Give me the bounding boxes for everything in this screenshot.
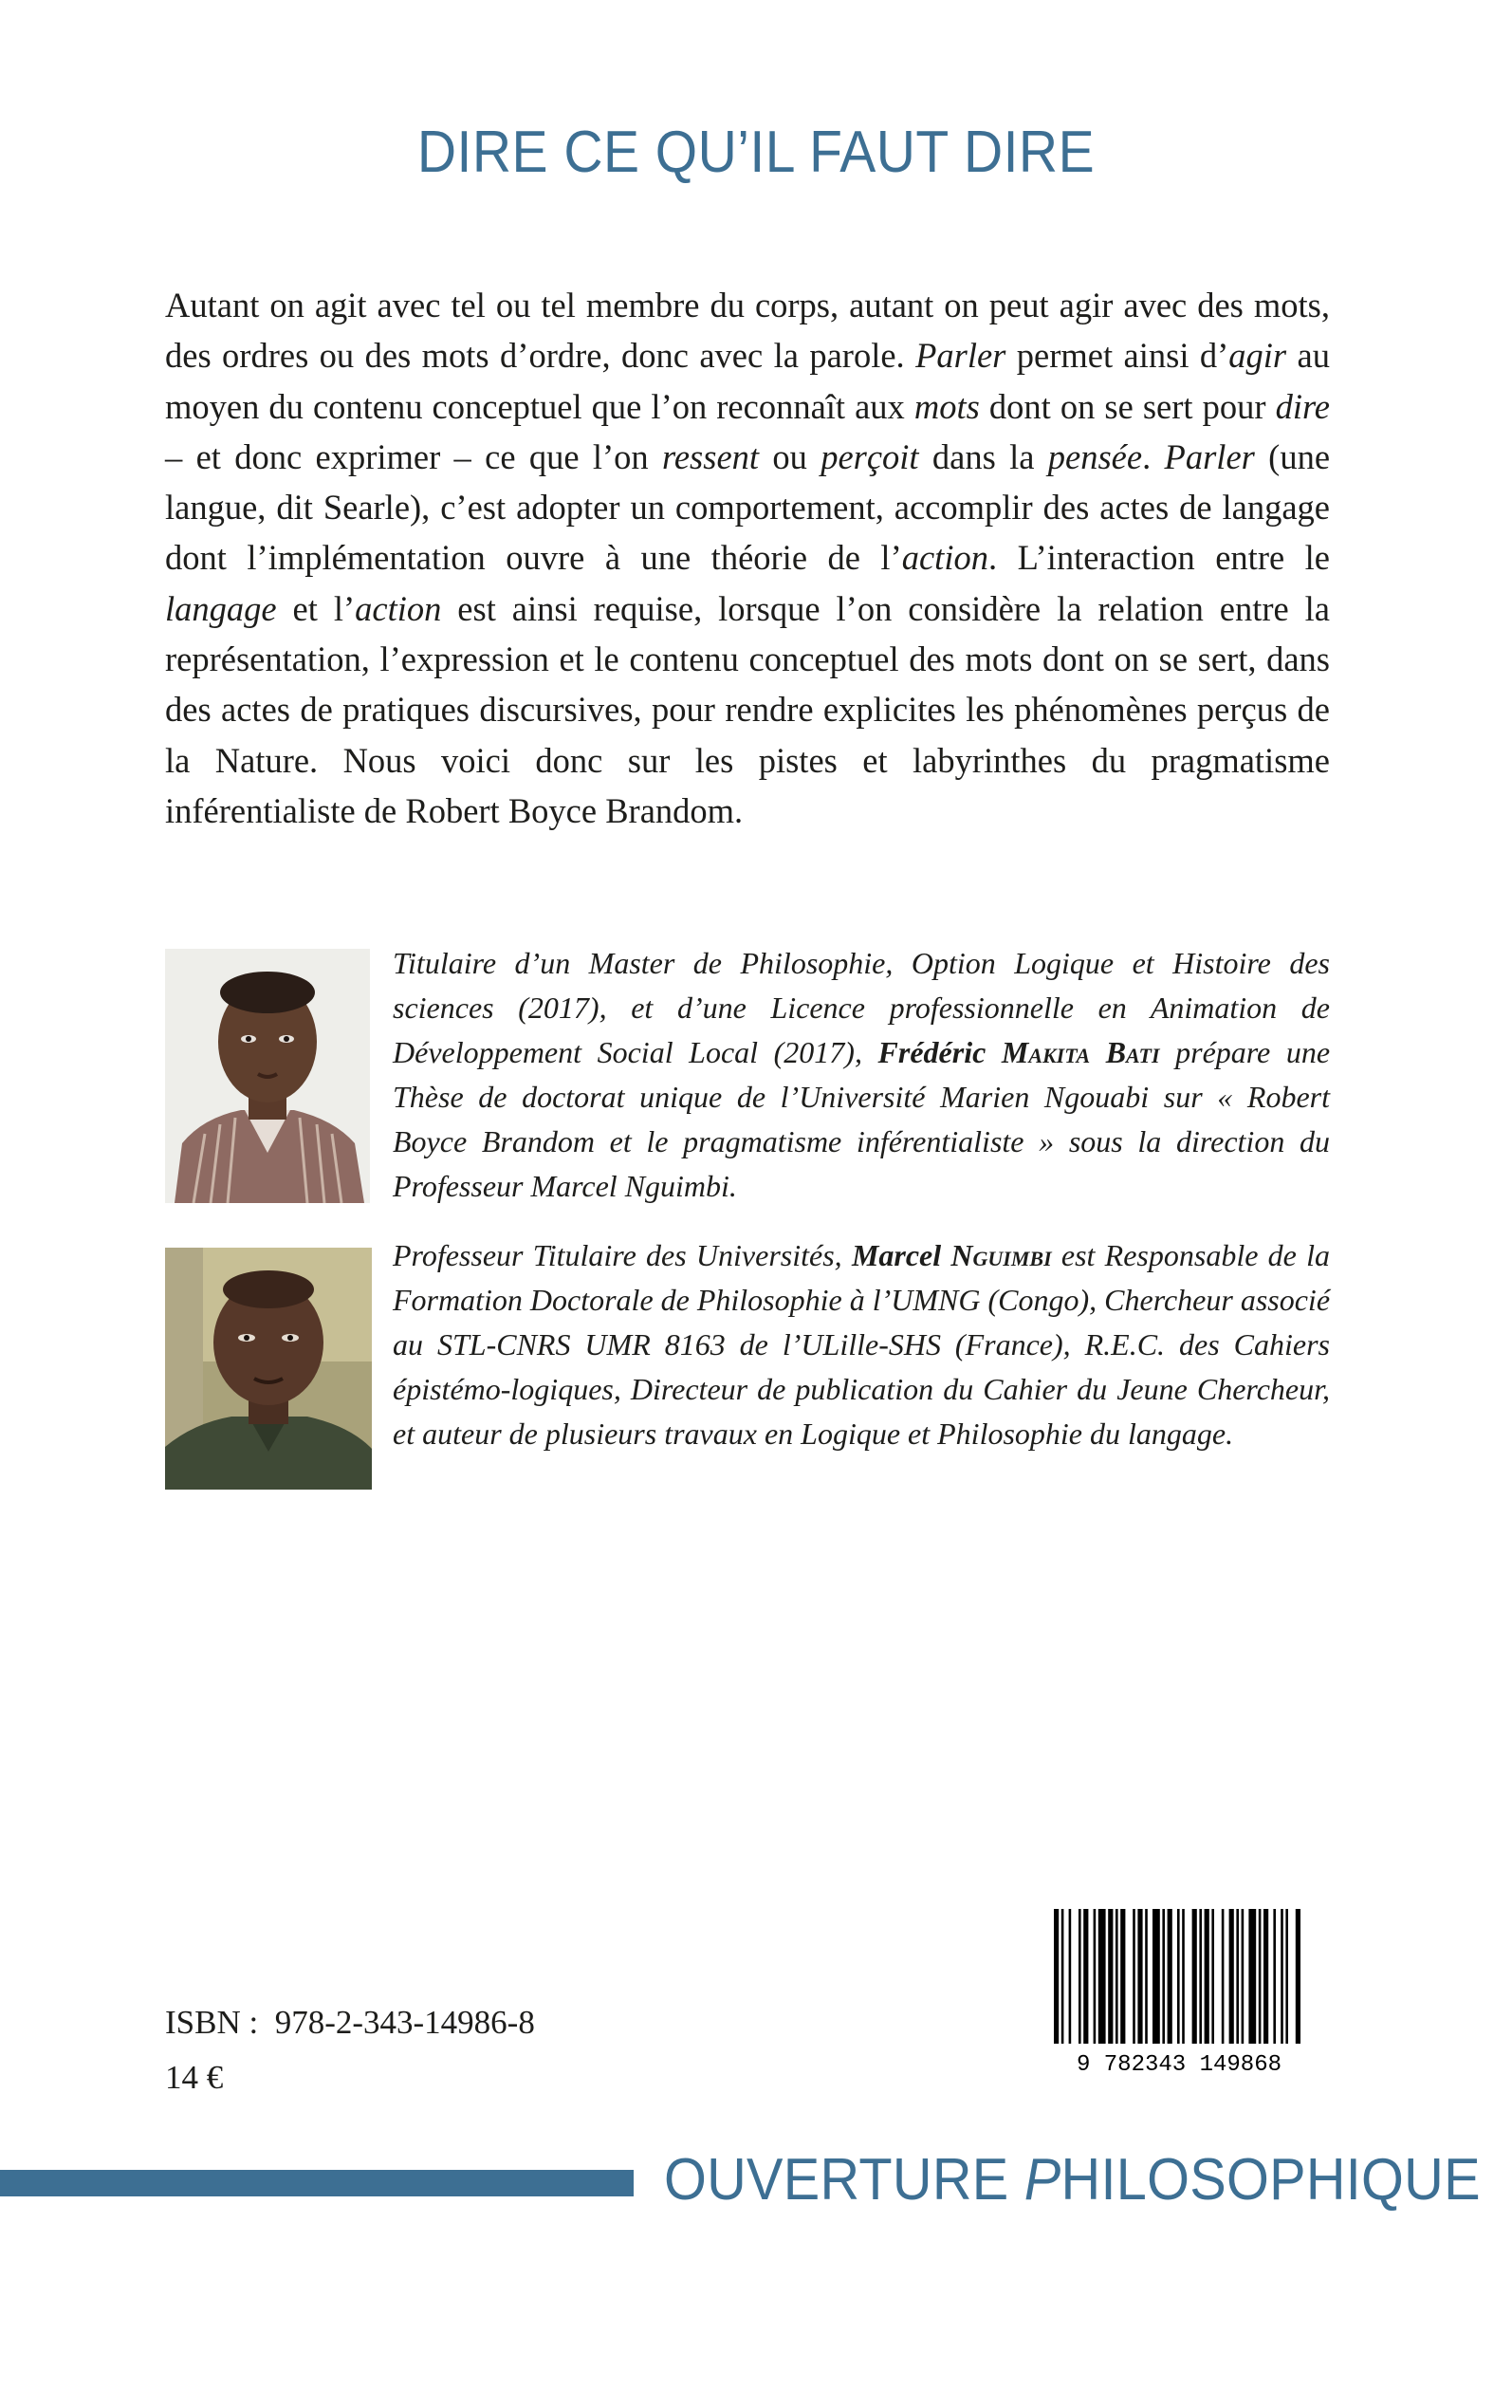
collection-initial: P <box>1023 2147 1061 2213</box>
isbn-number: ISBN : 978-2-343-14986-8 <box>165 2004 535 2041</box>
price: 14 € <box>165 2059 224 2096</box>
barcode-bar <box>1182 1909 1185 2044</box>
author-photo-makita <box>165 949 370 1203</box>
barcode-bar <box>1168 1909 1172 2044</box>
author-first-name: Marcel <box>851 1238 951 1272</box>
barcode-bar <box>1259 1909 1262 2044</box>
summary-text: au moyen du contenu conceptuel que l’on reconnaît aux <box>165 336 1330 426</box>
barcode-bar <box>1108 1909 1113 2044</box>
summary-text: dont on se sert pour <box>979 386 1276 426</box>
summary-text: . L’interaction entre le <box>987 538 1330 578</box>
barcode-bar <box>1248 1909 1256 2044</box>
author-name-nguimbi <box>852 1238 1052 1272</box>
barcode-bar <box>1079 1909 1081 2044</box>
collection-word: HILOSOPHIQUE <box>1060 2147 1481 2213</box>
barcode-bar <box>1263 1909 1268 2044</box>
summary-emphasis: Parler <box>1164 436 1255 476</box>
collection-name <box>664 2147 1481 2214</box>
collection-word: OUVERTURE <box>664 2147 1024 2213</box>
summary-emphasis: ressent <box>661 436 760 476</box>
author-bio-makita <box>393 941 1330 1209</box>
barcode-bar <box>1152 1909 1160 2044</box>
barcode-bar <box>1177 1909 1180 2044</box>
portrait-makita <box>165 949 370 1203</box>
bio-text: est Responsable de la Formation Doctorale de Philosophie à l’UMNG (Congo), Chercheur associé au STL-CNRS UMR 8163 de l’ULille-SHS (France), R.E.C. des Cahiers épistémo-logiques, Directeur de publication du Cahier du Jeune Chercheur, et auteur de plusieurs travaux en Logique et Philosophie du langage. <box>393 1238 1331 1451</box>
barcode-bar <box>1281 1909 1283 2044</box>
author-photo-nguimbi <box>165 1248 372 1490</box>
barcode-digits: 9 782343 149868 <box>1076 2052 1282 2075</box>
summary-text: (une langue, dit Searle), c’est adopter un comportement, accomplir des actes de langage dont l’implémentation ouvre à une théorie de l’ <box>165 436 1331 578</box>
summary-emphasis: mots <box>913 386 980 426</box>
summary-emphasis: dire <box>1275 386 1331 426</box>
author-bio-nguimbi <box>393 1233 1330 1456</box>
barcode-bar <box>1205 1909 1209 2044</box>
barcode-bar <box>1083 1909 1088 2044</box>
barcode-bar <box>1061 1909 1064 2044</box>
barcode-bar <box>1222 1909 1225 2044</box>
barcode-bar <box>1098 1909 1106 2044</box>
summary-text: dans la <box>918 436 1048 476</box>
author-last-name: Nguimbi <box>950 1238 1052 1272</box>
author-name-makita <box>878 1035 1160 1069</box>
book-title: DIRE CE QU’IL FAUT DIRE <box>416 120 1096 185</box>
barcode-bar <box>1199 1909 1202 2044</box>
summary-emphasis: perçoit <box>821 436 919 476</box>
isbn-price-block <box>165 1995 535 2105</box>
bio-text: Titulaire d’un Master de Philosophie, Option Logique et Histoire des sciences (2017), et d’une Licence professionnelle en Animation de Développement Social Local (2017), <box>393 946 1330 1069</box>
barcode-bar <box>1211 1909 1214 2044</box>
barcode-bar <box>1120 1909 1125 2044</box>
barcode-bar <box>1296 1909 1300 2044</box>
summary-emphasis: action <box>355 588 442 628</box>
summary-text: . <box>1142 436 1165 476</box>
barcode-bar <box>1133 1909 1135 2044</box>
back-cover-summary <box>165 280 1330 836</box>
barcode-bar <box>1236 1909 1239 2044</box>
barcode-bar <box>1094 1909 1097 2044</box>
barcode-bar <box>1054 1909 1059 2044</box>
bio-text: prépare une Thèse de doctorat unique de l’Université Marien Ngouabi sur « Robert Boyce Brandom et le pragmatisme inférentialiste » sous la direction du Professeur Marcel Nguimbi. <box>393 1035 1331 1203</box>
summary-emphasis: Parler <box>915 336 1006 376</box>
summary-emphasis: agir <box>1228 336 1287 376</box>
barcode-graphic <box>1037 1909 1312 2075</box>
author-first-name: Frédéric <box>877 1035 1002 1069</box>
barcode-bar <box>1145 1909 1148 2044</box>
barcode-bar <box>1162 1909 1165 2044</box>
summary-emphasis: langage <box>165 588 277 628</box>
summary-emphasis: action <box>901 538 988 578</box>
barcode-bar <box>1069 1909 1072 2044</box>
barcode-bar <box>1273 1909 1276 2044</box>
portrait-nguimbi <box>165 1248 372 1490</box>
summary-text: est ainsi requise, lorsque l’on considère la relation entre la représentation, l’expression et le contenu conceptuel des mots dont on se sert, dans des actes de pratiques discursives, pour rendre explicites les phénomènes perçus de la Nature. Nous voici donc sur les pistes et labyrinthes du pragmatisme inférentialiste de Robert Boyce Brandom. <box>165 588 1330 830</box>
barcode-bar <box>1137 1909 1142 2044</box>
collection-bar <box>0 2170 634 2196</box>
bio-text: Professeur Titulaire des Universités, <box>393 1238 852 1272</box>
summary-text: et l’ <box>276 588 356 628</box>
barcode-bar <box>1285 1909 1288 2044</box>
author-last-name: Makita Bati <box>1001 1035 1160 1069</box>
barcode-bar <box>1229 1909 1234 2044</box>
summary-text: permet ainsi d’ <box>1005 336 1229 376</box>
barcode-bar <box>1192 1909 1197 2044</box>
barcode <box>1037 1909 1312 2075</box>
barcode-bar <box>1116 1909 1118 2044</box>
summary-emphasis: pensée <box>1047 436 1143 476</box>
barcode-bar <box>1242 1909 1245 2044</box>
summary-text: ou <box>759 436 821 476</box>
summary-text: Autant on agit avec tel ou tel membre du corps, autant on peut agir avec des mots, des ordres ou des mots d’ordre, donc avec la parole. <box>165 286 1330 376</box>
summary-text: – et donc exprimer – ce que l’on <box>165 436 662 476</box>
